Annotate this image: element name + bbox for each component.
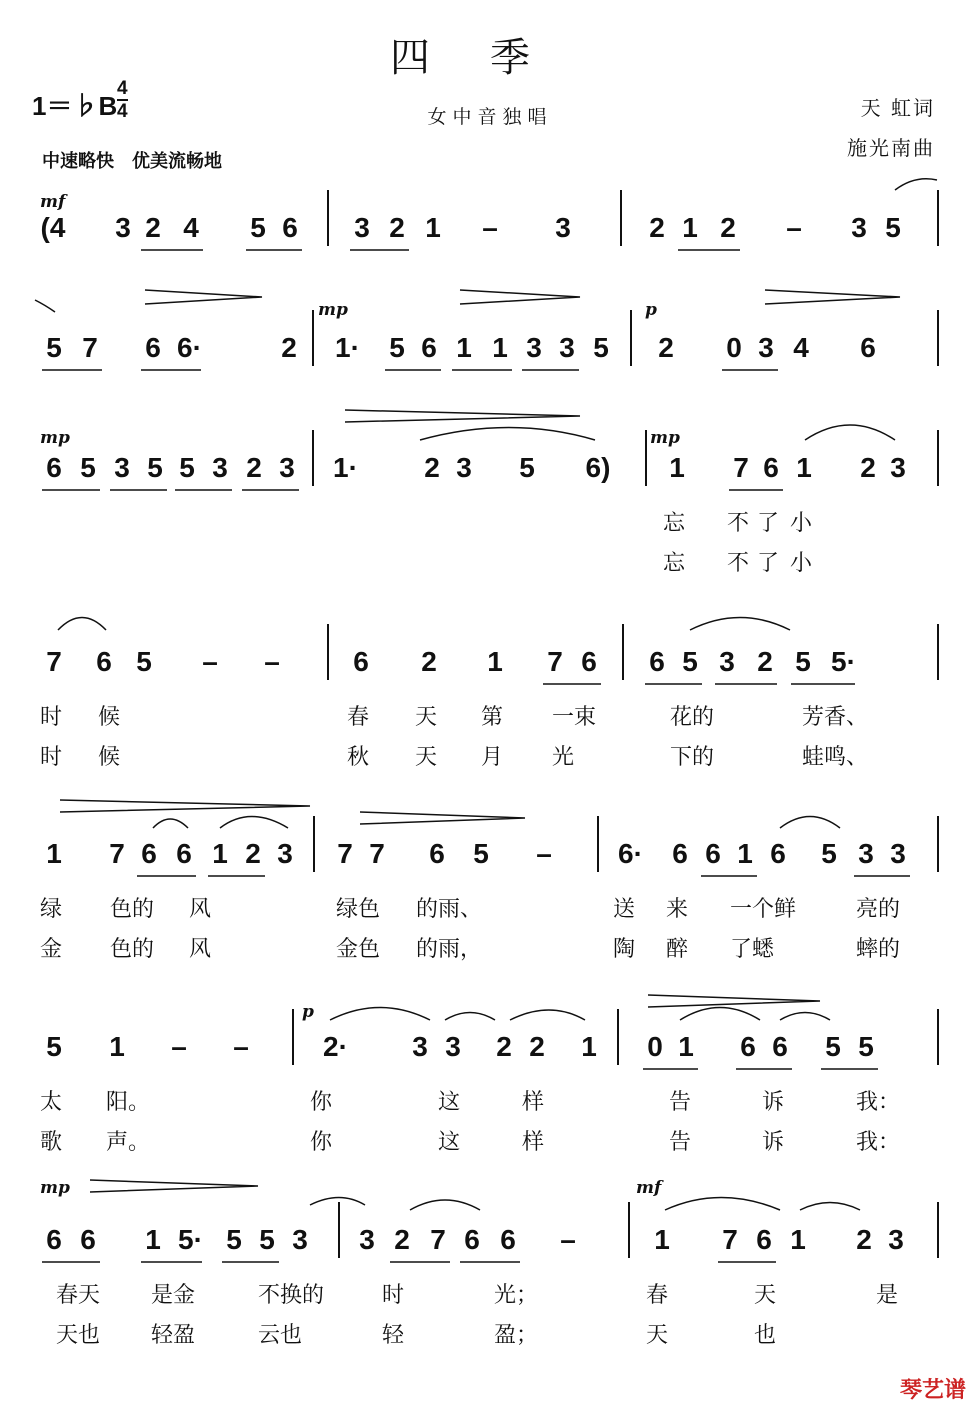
note: 3 xyxy=(114,452,130,483)
slur-mark xyxy=(805,425,895,440)
lyric-verse-2: 陶 xyxy=(613,937,636,962)
note: 5 xyxy=(389,332,405,363)
slur-mark xyxy=(690,618,790,631)
note: 1 xyxy=(425,212,441,243)
lyric-verse-2: 样 xyxy=(522,1130,545,1155)
note: 6 xyxy=(429,838,445,869)
note: 2 xyxy=(529,1031,545,1062)
note: – xyxy=(482,212,498,243)
lyric-verse-2: 不 xyxy=(727,551,750,576)
note: 6 xyxy=(756,1224,772,1255)
lyric-verse-2: 醉 xyxy=(666,937,689,962)
note: 6· xyxy=(618,838,643,869)
note: 3 xyxy=(292,1224,308,1255)
note: 3 xyxy=(445,1031,461,1062)
note: – xyxy=(171,1031,187,1062)
note: 5· xyxy=(178,1224,203,1255)
dynamic-hairpin xyxy=(360,812,525,824)
note: 7 xyxy=(369,838,385,869)
dynamic-marking: mp xyxy=(318,300,348,320)
lyric-verse-2: 告 xyxy=(669,1130,692,1155)
lyric-verse-1: 这 xyxy=(438,1090,461,1115)
note: 6 xyxy=(740,1031,756,1062)
note: 2 xyxy=(145,212,161,243)
lyric-verse-1: 风 xyxy=(189,897,212,922)
note: 5 xyxy=(858,1031,874,1062)
note: 6 xyxy=(860,332,876,363)
note: 3 xyxy=(851,212,867,243)
site-watermark: 琴艺谱 xyxy=(899,1377,966,1402)
note: 3 xyxy=(526,332,542,363)
note: 6 xyxy=(705,838,721,869)
note: 2 xyxy=(860,452,876,483)
note: 2 xyxy=(649,212,665,243)
slur-mark xyxy=(35,300,55,312)
lyric-verse-2: 我： xyxy=(856,1130,901,1155)
note: 2 xyxy=(856,1224,872,1255)
lyric-verse-1: 春 xyxy=(347,705,370,730)
note: 3 xyxy=(890,452,906,483)
tempo-marking: 中速略快 优美流畅地 xyxy=(42,151,222,171)
note: 1 xyxy=(669,452,685,483)
lyric-verse-1: 春天 xyxy=(56,1283,101,1308)
note: 2 xyxy=(281,332,297,363)
dynamic-hairpin xyxy=(60,800,310,812)
lyric-verse-1: 太 xyxy=(40,1090,63,1115)
dynamic-marking: mf xyxy=(636,1178,662,1198)
dynamic-hairpin xyxy=(460,290,580,304)
lyric-verse-2: 你 xyxy=(310,1130,333,1155)
note: 5 xyxy=(46,1031,62,1062)
note: – xyxy=(786,212,802,243)
note: 5 xyxy=(519,452,535,483)
slur-mark xyxy=(895,179,937,190)
note: 2 xyxy=(246,452,262,483)
note: 2 xyxy=(496,1031,512,1062)
note: 6 xyxy=(772,1031,788,1062)
note: 7 xyxy=(82,332,98,363)
note: 7 xyxy=(430,1224,446,1255)
lyric-verse-2: 轻盈 xyxy=(151,1323,196,1348)
lyric-verse-2: 轻 xyxy=(382,1323,405,1348)
lyric-verse-1: 了 xyxy=(757,511,780,536)
note: 6 xyxy=(763,452,779,483)
note: 7 xyxy=(109,838,125,869)
note: 1 xyxy=(654,1224,670,1255)
note: 5 xyxy=(147,452,163,483)
lyric-verse-1: 的雨、 xyxy=(416,897,483,922)
note: 2· xyxy=(323,1031,348,1062)
lyric-verse-1: 天 xyxy=(754,1283,777,1308)
lyric-verse-2: 金 xyxy=(40,937,63,962)
slur-mark xyxy=(410,1200,480,1210)
slur-mark xyxy=(800,1203,860,1211)
lyric-verse-2: 候 xyxy=(98,745,121,770)
lyric-verse-1: 阳。 xyxy=(106,1090,151,1115)
lyric-verse-1: 时 xyxy=(40,705,63,730)
slur-mark xyxy=(220,817,288,829)
note: 2 xyxy=(424,452,440,483)
note: 3 xyxy=(212,452,228,483)
note: 5 xyxy=(795,646,811,677)
note: 5 xyxy=(46,332,62,363)
note: 5 xyxy=(825,1031,841,1062)
slur-mark xyxy=(420,428,595,441)
note: 1· xyxy=(333,452,358,483)
note: 1 xyxy=(790,1224,806,1255)
note: – xyxy=(264,646,280,677)
note: 3 xyxy=(559,332,575,363)
lyric-verse-2: 时 xyxy=(40,745,63,770)
note: 7 xyxy=(722,1224,738,1255)
note: 6 xyxy=(353,646,369,677)
note: 0 xyxy=(647,1031,663,1062)
time-signature-top: 4 xyxy=(117,78,128,99)
note: 5 xyxy=(682,646,698,677)
dynamic-marking: p xyxy=(645,300,657,320)
lyric-verse-2: 这 xyxy=(438,1130,461,1155)
note: 3 xyxy=(354,212,370,243)
note: 7 xyxy=(547,646,563,677)
note: 5 xyxy=(226,1224,242,1255)
lyric-verse-1: 第 xyxy=(481,705,504,730)
time-signature-bottom: 4 xyxy=(117,101,128,122)
lyric-verse-1: 来 xyxy=(666,897,689,922)
lyric-verse-2: 歌 xyxy=(40,1130,63,1155)
note: 2 xyxy=(720,212,736,243)
lyric-verse-1: 光； xyxy=(494,1283,539,1308)
slur-mark xyxy=(665,1198,780,1211)
lyric-verse-1: 不 xyxy=(727,511,750,536)
note: 5 xyxy=(179,452,195,483)
note: 5 xyxy=(473,838,489,869)
note: 1 xyxy=(456,332,472,363)
slur-mark xyxy=(445,1013,495,1021)
lyric-verse-1: 忘 xyxy=(663,511,686,536)
note: 6 xyxy=(80,1224,96,1255)
dynamic-marking: p xyxy=(302,1002,314,1022)
lyric-verse-1: 一个鲜 xyxy=(730,897,797,922)
note: 1 xyxy=(492,332,508,363)
note: 6 xyxy=(176,838,192,869)
lyric-verse-2: 云也 xyxy=(258,1323,303,1348)
dynamic-marking: mp xyxy=(40,1178,70,1198)
note: 1 xyxy=(109,1031,125,1062)
note: 7 xyxy=(337,838,353,869)
note: 2 xyxy=(389,212,405,243)
note: 7 xyxy=(46,646,62,677)
note: 5 xyxy=(593,332,609,363)
note: 1 xyxy=(487,646,503,677)
slur-mark xyxy=(780,1013,830,1021)
lyric-verse-1: 候 xyxy=(98,705,121,730)
note: 6 xyxy=(141,838,157,869)
lyric-verse-1: 色的 xyxy=(110,897,155,922)
lyric-verse-1: 绿色 xyxy=(336,897,381,922)
lyric-verse-1: 天 xyxy=(415,705,438,730)
note: 3 xyxy=(359,1224,375,1255)
lyric-verse-1: 你 xyxy=(310,1090,333,1115)
note: 6· xyxy=(177,332,202,363)
note: 3 xyxy=(277,838,293,869)
lyric-verse-2: 天 xyxy=(646,1323,669,1348)
note: 5 xyxy=(136,646,152,677)
note: 1 xyxy=(212,838,228,869)
note: 1 xyxy=(145,1224,161,1255)
lyric-verse-1: 是金 xyxy=(151,1283,196,1308)
lyric-verse-1: 我： xyxy=(856,1090,901,1115)
lyric-verse-2: 光 xyxy=(552,745,575,770)
note: 6 xyxy=(770,838,786,869)
note: 5 xyxy=(80,452,96,483)
lyric-verse-1: 芳香、 xyxy=(802,705,869,730)
slur-mark xyxy=(153,819,188,828)
lyric-verse-2: 的雨， xyxy=(416,937,483,962)
lyric-verse-1: 是 xyxy=(876,1283,899,1308)
slur-mark xyxy=(310,1198,365,1206)
dynamic-hairpin xyxy=(648,995,820,1007)
note: 5 xyxy=(821,838,837,869)
note: 4 xyxy=(183,212,199,243)
lyric-verse-2: 月 xyxy=(481,745,504,770)
lyric-verse-1: 春 xyxy=(646,1283,669,1308)
dynamic-hairpin xyxy=(90,1180,258,1192)
dynamic-hairpin xyxy=(345,410,580,422)
note: 2 xyxy=(245,838,261,869)
note: (4 xyxy=(40,212,66,243)
note: 6 xyxy=(464,1224,480,1255)
lyric-verse-1: 样 xyxy=(522,1090,545,1115)
note: 1 xyxy=(737,838,753,869)
note: 3 xyxy=(719,646,735,677)
note: 6 xyxy=(282,212,298,243)
lyric-verse-2: 风 xyxy=(189,937,212,962)
note: 5· xyxy=(831,646,856,677)
lyric-verse-1: 小 xyxy=(790,511,813,536)
lyric-verse-2: 蟀的 xyxy=(856,937,901,962)
lyric-verse-2: 蛙鸣、 xyxy=(802,745,869,770)
note: 1 xyxy=(682,212,698,243)
lyric-verse-2: 秋 xyxy=(347,745,370,770)
lyric-verse-1: 时 xyxy=(382,1283,405,1308)
note: 6) xyxy=(585,452,611,483)
note: 1 xyxy=(46,838,62,869)
note: 5 xyxy=(885,212,901,243)
note: 5 xyxy=(259,1224,275,1255)
slur-mark xyxy=(780,817,840,829)
note: 2 xyxy=(757,646,773,677)
dynamic-hairpin xyxy=(145,290,262,304)
note: 3 xyxy=(890,838,906,869)
lyric-verse-2: 天 xyxy=(415,745,438,770)
note: 1 xyxy=(796,452,812,483)
lyric-verse-2: 下的 xyxy=(670,745,715,770)
note: 2 xyxy=(394,1224,410,1255)
note: 1· xyxy=(335,332,360,363)
lyric-verse-2: 声。 xyxy=(106,1130,151,1155)
note: 0 xyxy=(726,332,742,363)
lyric-verse-1: 花的 xyxy=(670,705,715,730)
lyric-verse-1: 一束 xyxy=(552,705,597,730)
composer-credit: 施光南曲 xyxy=(847,136,935,160)
lyric-verse-1: 不换的 xyxy=(258,1283,325,1308)
note: 4 xyxy=(793,332,809,363)
lyric-verse-2: 盈； xyxy=(494,1323,539,1348)
note: 5 xyxy=(250,212,266,243)
note: 3 xyxy=(758,332,774,363)
note: 6 xyxy=(46,1224,62,1255)
lyric-verse-2: 天也 xyxy=(56,1323,101,1348)
lyric-verse-2: 忘 xyxy=(663,551,686,576)
note: – xyxy=(233,1031,249,1062)
note: 3 xyxy=(858,838,874,869)
slur-mark xyxy=(330,1008,430,1021)
lyric-verse-2: 小 xyxy=(790,551,813,576)
lyric-verse-2: 了蟋 xyxy=(730,937,775,962)
note: 2 xyxy=(421,646,437,677)
dynamic-marking: mp xyxy=(40,428,70,448)
slur-mark xyxy=(680,1008,760,1021)
note: – xyxy=(202,646,218,677)
dynamic-hairpin xyxy=(765,290,900,304)
lyricist-credit: 天 虹词 xyxy=(860,96,935,120)
dynamic-marking: mp xyxy=(650,428,680,448)
subtitle: 女中音独唱 xyxy=(427,106,553,128)
note: 3 xyxy=(279,452,295,483)
note: 6 xyxy=(500,1224,516,1255)
note: 1 xyxy=(678,1031,694,1062)
lyric-verse-1: 送 xyxy=(613,897,636,922)
note: 3 xyxy=(888,1224,904,1255)
lyric-verse-2: 金色 xyxy=(336,937,381,962)
note: 3 xyxy=(456,452,472,483)
lyric-verse-2: 诉 xyxy=(762,1130,785,1155)
lyric-verse-2: 色的 xyxy=(110,937,155,962)
lyric-verse-1: 告 xyxy=(669,1090,692,1115)
note: 2 xyxy=(658,332,674,363)
note: 1 xyxy=(581,1031,597,1062)
note: 6 xyxy=(581,646,597,677)
lyric-verse-1: 诉 xyxy=(762,1090,785,1115)
key-signature: 1＝♭B xyxy=(32,91,118,121)
note: 6 xyxy=(145,332,161,363)
song-title: 四季 xyxy=(390,35,590,81)
note: 3 xyxy=(115,212,131,243)
lyric-verse-2: 了 xyxy=(757,551,780,576)
dynamic-marking: mf xyxy=(40,192,66,212)
note: 3 xyxy=(412,1031,428,1062)
note: 6 xyxy=(46,452,62,483)
note: 6 xyxy=(649,646,665,677)
note: 7 xyxy=(733,452,749,483)
note: 3 xyxy=(555,212,571,243)
note: – xyxy=(536,838,552,869)
note: 6 xyxy=(96,646,112,677)
lyric-verse-1: 亮的 xyxy=(856,897,901,922)
note: – xyxy=(560,1224,576,1255)
slur-mark xyxy=(58,618,106,631)
slur-mark xyxy=(510,1010,585,1020)
lyric-verse-1: 绿 xyxy=(40,897,63,922)
note: 6 xyxy=(672,838,688,869)
note: 6 xyxy=(421,332,437,363)
lyric-verse-2: 也 xyxy=(754,1323,777,1348)
